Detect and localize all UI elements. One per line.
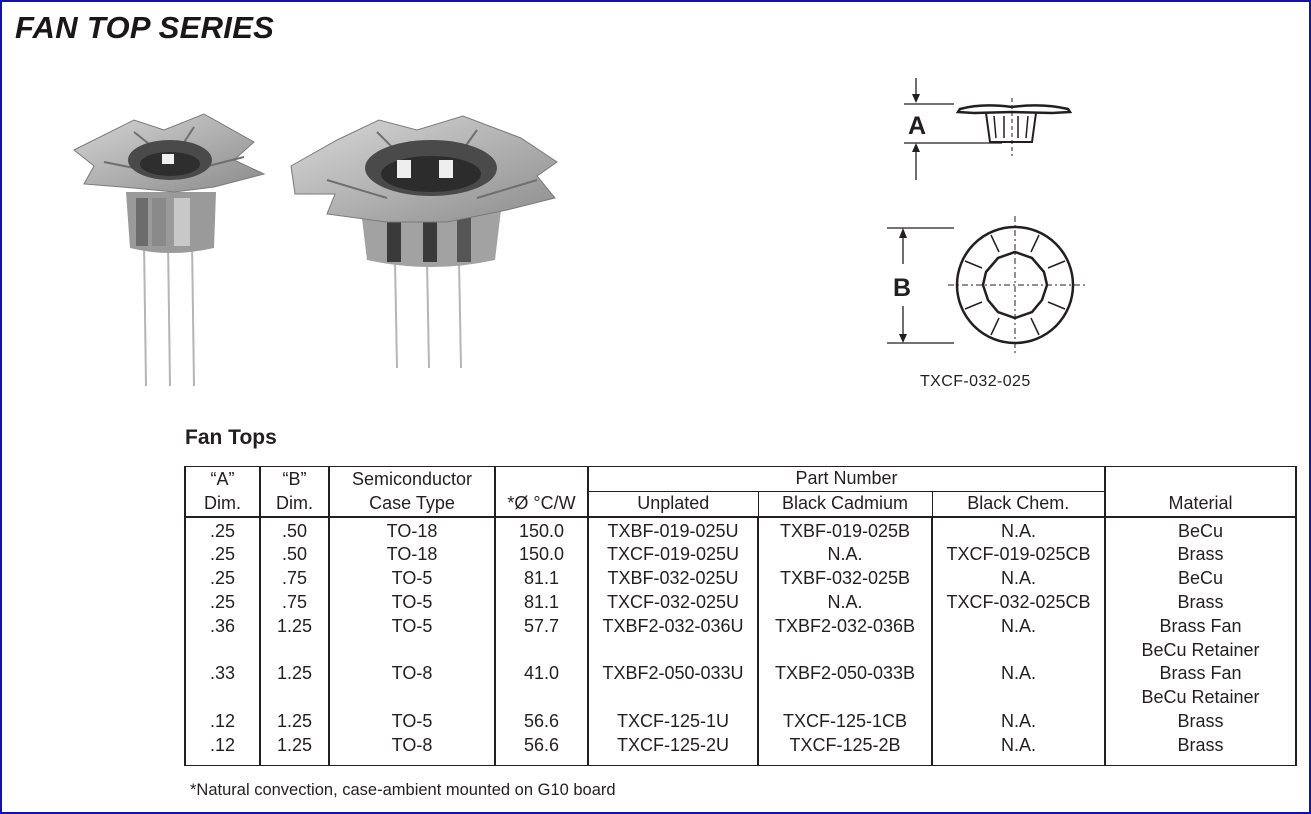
cell-b-dim: .75 [260, 567, 329, 591]
cell-case-type: TO-5 [329, 710, 495, 734]
cell-material: BeCu [1105, 517, 1296, 544]
cell-empty [495, 686, 588, 710]
table-row [185, 567, 1296, 591]
cell-unplated: TXCF-125-2U [588, 734, 758, 765]
header-b-dim: “B” Dim. [260, 467, 329, 517]
cell-unplated: TXBF2-032-036U [588, 615, 758, 639]
side-view-drawing [904, 78, 1070, 180]
cell-black-chem: TXCF-032-025CB [932, 591, 1105, 615]
table-row [185, 662, 1296, 686]
cell-material: BeCu [1105, 567, 1296, 591]
cell-black-cadmium: TXBF2-032-036B [758, 615, 932, 639]
cell-b-dim: 1.25 [260, 662, 329, 686]
header-black-cadmium: Black Cadmium [758, 491, 932, 516]
cell-a-dim: .12 [185, 710, 260, 734]
cell-empty [588, 686, 758, 710]
cell-empty [932, 639, 1105, 663]
cell-case-type: TO-5 [329, 567, 495, 591]
cell-a-dim: .25 [185, 567, 260, 591]
small-fan-top-photo [64, 102, 274, 392]
table-title: Fan Tops [185, 426, 277, 449]
cell-case-type: TO-18 [329, 543, 495, 567]
cell-black-cadmium: N.A. [758, 591, 932, 615]
cell-empty [329, 639, 495, 663]
cell-b-dim: .75 [260, 591, 329, 615]
table-row [185, 734, 1296, 765]
cell-thermal: 81.1 [495, 567, 588, 591]
cell-unplated: TXBF2-050-033U [588, 662, 758, 686]
cell-black-cadmium: TXCF-125-2B [758, 734, 932, 765]
cell-case-type: TO-5 [329, 615, 495, 639]
page-title: FAN TOP SERIES [15, 10, 275, 45]
table-row [185, 517, 1296, 544]
cell-a-dim: .25 [185, 591, 260, 615]
cell-empty [329, 686, 495, 710]
cell-empty [758, 639, 932, 663]
cell-unplated: TXBF-032-025U [588, 567, 758, 591]
cell-material: Brass Fan [1105, 662, 1296, 686]
cell-a-dim: .25 [185, 517, 260, 544]
top-view-drawing [887, 216, 1086, 354]
cell-b-dim: 1.25 [260, 710, 329, 734]
cell-unplated: TXCF-125-1U [588, 710, 758, 734]
header-thermal-resistance: *Ø °C/W [495, 467, 588, 517]
header-unplated: Unplated [588, 491, 758, 516]
cell-empty [185, 686, 260, 710]
cell-empty [932, 686, 1105, 710]
header-black-chem: Black Chem. [932, 491, 1105, 516]
cell-b-dim: 1.25 [260, 615, 329, 639]
cell-material: Brass [1105, 734, 1296, 765]
cell-material: Brass [1105, 710, 1296, 734]
cell-black-chem: N.A. [932, 517, 1105, 544]
cell-material: Brass [1105, 591, 1296, 615]
cell-empty [260, 639, 329, 663]
cell-thermal: 57.7 [495, 615, 588, 639]
fan-tops-table [184, 466, 1297, 766]
cell-material: BeCu Retainer [1105, 686, 1296, 710]
cell-a-dim: .12 [185, 734, 260, 765]
cell-material: BeCu Retainer [1105, 639, 1296, 663]
cell-empty [758, 686, 932, 710]
cell-black-chem: TXCF-019-025CB [932, 543, 1105, 567]
header-a-dim: “A” Dim. [185, 467, 260, 517]
cell-black-cadmium: TXCF-125-1CB [758, 710, 932, 734]
cell-case-type: TO-5 [329, 591, 495, 615]
dimension-diagram [882, 72, 1092, 377]
cell-case-type: TO-8 [329, 662, 495, 686]
large-fan-top-photo [287, 110, 577, 380]
cell-unplated: TXCF-032-025U [588, 591, 758, 615]
table-row [185, 710, 1296, 734]
cell-thermal: 56.6 [495, 710, 588, 734]
cell-a-dim: .25 [185, 543, 260, 567]
table-row-continuation [185, 686, 1296, 710]
cell-unplated: TXCF-019-025U [588, 543, 758, 567]
table-row-continuation [185, 639, 1296, 663]
header-material: Material [1105, 467, 1296, 517]
table-row [185, 591, 1296, 615]
cell-b-dim: .50 [260, 543, 329, 567]
cell-black-chem: N.A. [932, 710, 1105, 734]
svg-text:B: B [893, 274, 912, 302]
cell-material: Brass [1105, 543, 1296, 567]
header-part-number: Part Number [588, 467, 1105, 492]
cell-black-chem: N.A. [932, 567, 1105, 591]
cell-thermal: 56.6 [495, 734, 588, 765]
cell-empty [588, 639, 758, 663]
cell-material: Brass Fan [1105, 615, 1296, 639]
cell-empty [495, 639, 588, 663]
cell-black-chem: N.A. [932, 615, 1105, 639]
cell-empty [185, 639, 260, 663]
cell-thermal: 41.0 [495, 662, 588, 686]
cell-b-dim: 1.25 [260, 734, 329, 765]
cell-black-cadmium: TXBF-019-025B [758, 517, 932, 544]
cell-case-type: TO-18 [329, 517, 495, 544]
cell-black-chem: N.A. [932, 734, 1105, 765]
cell-black-cadmium: N.A. [758, 543, 932, 567]
cell-thermal: 150.0 [495, 517, 588, 544]
table-row [185, 543, 1296, 567]
cell-thermal: 150.0 [495, 543, 588, 567]
cell-black-cadmium: TXBF2-050-033B [758, 662, 932, 686]
cell-a-dim: .36 [185, 615, 260, 639]
svg-text:A: A [908, 112, 927, 140]
cell-a-dim: .33 [185, 662, 260, 686]
cell-empty [260, 686, 329, 710]
diagram-part-label: TXCF-032-025 [920, 373, 1031, 390]
cell-unplated: TXBF-019-025U [588, 517, 758, 544]
cell-case-type: TO-8 [329, 734, 495, 765]
cell-thermal: 81.1 [495, 591, 588, 615]
cell-b-dim: .50 [260, 517, 329, 544]
header-case-type: Semiconductor Case Type [329, 467, 495, 517]
table-footnote: *Natural convection, case-ambient mounted on G10 board [190, 781, 616, 799]
cell-black-chem: N.A. [932, 662, 1105, 686]
cell-black-cadmium: TXBF-032-025B [758, 567, 932, 591]
table-row [185, 615, 1296, 639]
